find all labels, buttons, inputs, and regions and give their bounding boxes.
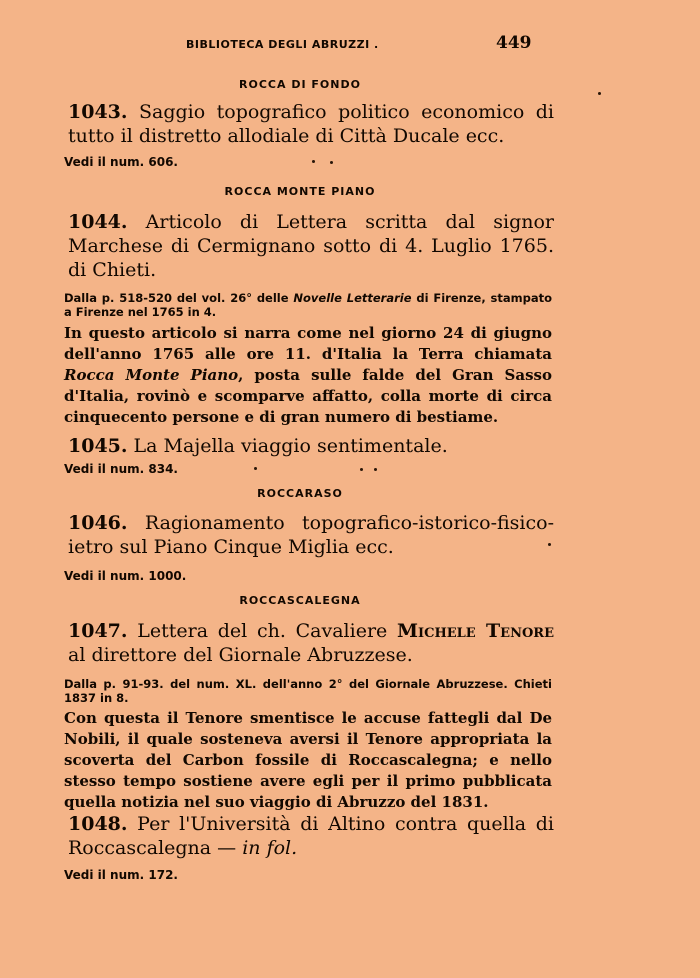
entry-1048: [68, 812, 554, 860]
entry-1044: [68, 210, 554, 282]
entry-number: 1043.: [68, 101, 128, 123]
entry-format-italic: in fol.: [242, 837, 298, 859]
entry-number: 1047.: [68, 620, 128, 642]
note-text: Dalla p. 518-520 del vol. 26° delle: [64, 291, 294, 305]
section-heading-roccascalegna: ROCCASCALEGNA: [239, 594, 361, 607]
entry-title: La Majella viaggio sentimentale.: [133, 435, 448, 457]
entry-number: 1044.: [68, 211, 128, 233]
comment-text: In questo articolo si narra come nel giorno 24 di giugno dell'anno 1765 alle ore 11. d'Italia la Terra chiamata: [64, 324, 552, 363]
cross-reference: Vedi il num. 1000.: [64, 569, 187, 583]
entry-number: 1048.: [68, 813, 128, 835]
section-heading-rocca-monte-piano: ROCCA MONTE PIANO: [224, 185, 376, 198]
print-speck: [598, 92, 601, 95]
section-heading-rocca-di-fondo: ROCCA DI FONDO: [239, 78, 361, 91]
entry-title: Articolo di Lettera scritta dal signor Marchese di Cermignano sotto di 4. Luglio 1765. di Chieti.: [68, 211, 554, 281]
comment-text-end: , posta sulle falde del Gran Sasso d'Italia, rovinò e scomparve affatto, colla morte di circa cinquecento persone e di gran numero di bestiame.: [64, 366, 552, 426]
entry-1046: [68, 511, 554, 559]
entry-title: Saggio topografico politico economico di tutto il distretto allodiale di Città Ducale ecc.: [68, 101, 554, 147]
entry-title: Ragionamento topografico-istorico-fisico-ietro sul Piano Cinque Miglia ecc.: [68, 512, 555, 558]
note-italic: Novelle Letterarie: [293, 291, 412, 305]
entry-author-smallcaps: Michele Tenore: [397, 620, 554, 642]
bibliographic-note: [64, 291, 552, 319]
entry-number: 1045.: [68, 435, 128, 457]
entry-comment: Con questa il Tenore smentisce le accuse fattegli dal De Nobili, il quale sosteneva aversi il Tenore appropriata la scoverta del Carbon fossile di Roccascalegna; e nello stesso tempo sostiene avere egli per il primo pubblicata quella notizia nel suo viaggio di Abruzzo del 1831.: [64, 709, 552, 811]
print-speck: [548, 543, 551, 546]
running-head: BIBLIOTECA DEGLI ABRUZZI .: [186, 38, 379, 51]
print-speck: [374, 468, 377, 471]
entry-title: Per l'Università di Altino contra quella di Roccascalegna —: [68, 813, 555, 859]
cross-reference: Vedi il num. 172.: [64, 868, 178, 882]
print-speck: [360, 468, 363, 471]
bibliographic-note: Dalla p. 91-93. del num. XL. dell'anno 2° del Giornale Abruzzese. Chieti 1837 in 8.: [64, 677, 552, 705]
section-heading-roccaraso: ROCCARASO: [257, 487, 343, 500]
entry-title-end: al direttore del Giornale Abruzzese.: [68, 644, 413, 666]
comment-italic: Rocca Monte Piano: [64, 366, 239, 384]
print-speck: [330, 161, 333, 164]
entry-comment: [64, 323, 552, 428]
cross-reference: Vedi il num. 834.: [64, 462, 178, 476]
entry-1047: [68, 619, 554, 667]
print-speck: [312, 160, 315, 163]
entry-title: Lettera del ch. Cavaliere: [137, 620, 398, 642]
note-text-end: di Firenze, stampato a Firenze nel 1765 in 4.: [64, 291, 553, 319]
page-number: 449: [496, 33, 532, 53]
entry-1043: [68, 100, 554, 148]
cross-reference: Vedi il num. 606.: [64, 155, 178, 169]
print-speck: [254, 467, 257, 470]
entry-number: 1046.: [68, 512, 128, 534]
entry-1045: [68, 434, 554, 458]
